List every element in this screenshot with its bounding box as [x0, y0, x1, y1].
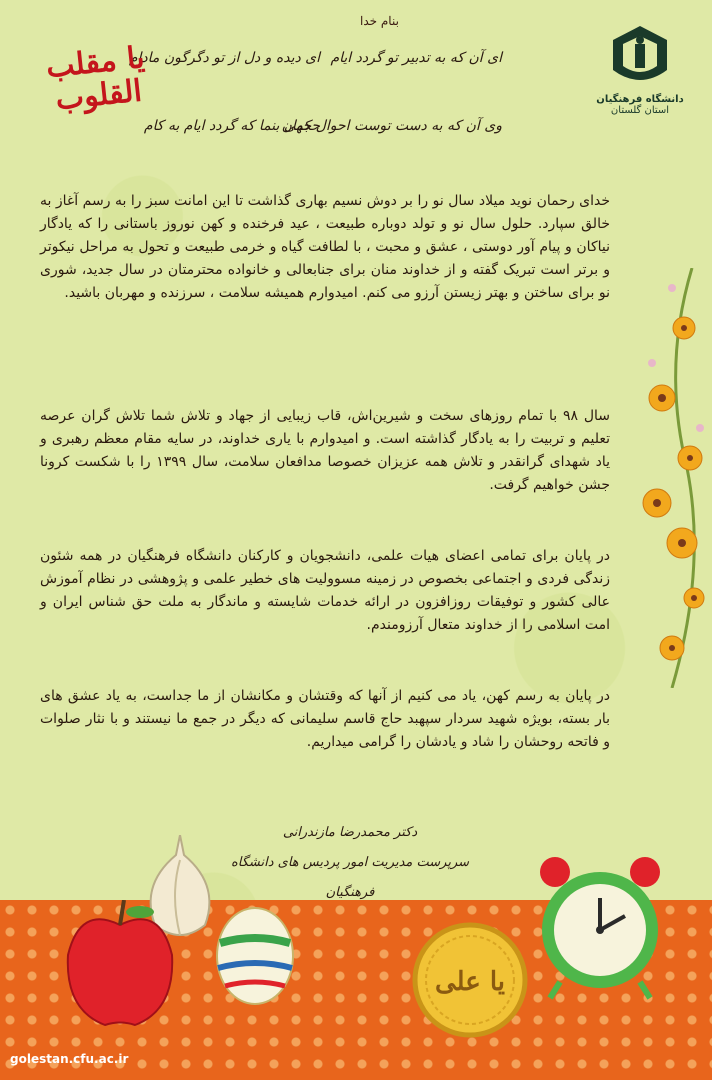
- signature-name: دکتر محمدرضا مازندرانی: [282, 825, 418, 840]
- verse-1-left: ای دیده و دل از تو دگرگون مادام: [128, 50, 320, 66]
- logo-province: استان گلستان: [610, 105, 670, 116]
- coin-icon: [410, 920, 530, 1040]
- logo-emblem-icon: [605, 22, 675, 92]
- painted-egg-icon: [210, 898, 300, 1008]
- calligraphy-logo: [22, 40, 172, 136]
- verse-2-left: حکمی بنما که گردد ایام به کام: [143, 118, 320, 134]
- coin-text: یا علی: [434, 967, 506, 997]
- logo-university-name: دانشگاه فرهنگیان: [596, 94, 684, 105]
- paragraph-2: سال ۹۸ با تمام روزهای سخت و شیرین‌اش، قاب زیبایی از جهاد و تلاش شما تلاش گران عرصه تعلیم و تربیت را به یادگار گذاشته است. و امیدوارم با یاری خداوند، در سایه مقام معظم رهبری و یاد شهدای گرانقدر و تلاش همه عزیزان خصوصا مدافعان سلامت، سال ۱۳۹۹ را با شکست کرونا جشن خواهیم گرفت.: [40, 408, 611, 493]
- signature-title: سرپرست مدیریت امور پردیس های دانشگاه فرهنگیان: [230, 855, 470, 900]
- university-logo: [590, 22, 690, 116]
- paragraph-3: در پایان برای تمامی اعضای هیات علمی، دانشجویان و کارکنان دانشگاه فرهنگیان در همه شئون زندگی فردی و اجتماعی بخصوص در زمینه مسوولیت های خطیر علمی و پژوهشی در نظام آموزش عالی کشور و توفیقات روزافزون در ارائه خدمات شایسته و ماندگار به ملت حق شناس ایران و امت اسلامی را از خداوند متعال آرزومندم.: [40, 548, 610, 633]
- bename-text: بنام خدا: [360, 14, 399, 28]
- website-url: golestan.cfu.ac.ir: [10, 1052, 129, 1066]
- apple-icon: [60, 900, 180, 1030]
- paragraph-1: خدای رحمان نوید میلاد سال نو را بر دوش نسیم بهاری گذاشت تا این امانت سبز را به رسم آغاز به خالق سپارد. حلول سال نو و تولد دوباره طبیعت ، عید فرخنده و کهن نوروز باستانی را که یادگار نیاکان و پیام آور دوستی ، عشق و محبت ، با لطافت گیاه و خرمی طبیعت و تحول به مراحل نیکوتر و برتر است تبریک گفته و از خداوند منان برای جنابعالی و خانواده محترمتان در سال جدید، شوری نو برای ساختن و بهتر زیستن آرزو می کنم. امیدوارم همیشه سلامت ، سرزنده و مهربان باشید.: [40, 193, 610, 301]
- verse-1-right: ای آن که به تدبیر تو گردد ایام: [330, 50, 502, 66]
- paragraph-4: در پایان به رسم کهن، یاد می کنیم از آنها که وقتشان و مکانشان از ما جداست، به یاد عشق های بار بسته، بویژه شهید سردار سپهبد حاج قاسم سلیمانی که دیگر در جمع ما نیستند و با نثار صلوات و فاتحه روحشان را شاد و یادشان را گرامی میداریم.: [40, 688, 610, 750]
- calligraphy-text: یا مقلب القلوب: [44, 40, 147, 118]
- verse-2-right: وی آن که به دست توست احوال جهان: [281, 118, 502, 134]
- header: [0, 0, 712, 170]
- flower-vine-decoration: [632, 268, 712, 688]
- alarm-clock-icon: [535, 850, 665, 1000]
